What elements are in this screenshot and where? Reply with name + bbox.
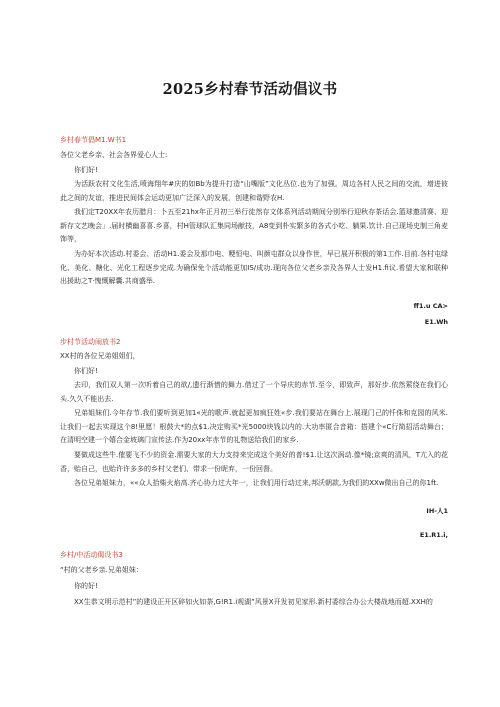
section-1-paragraph-3: 为办好本次活动.村委会、活动H1.委会及那巾电、粳恒电、叫颜屯群众以身作世，早已展开积极的第1工作.目前.各村屯绿化、美化、糖化、光化工程逐步完成.为确保免个活动能更加IS/成功.现向各位父老乡亲及各界人士发H1.fi议.希望大家和联种出援助之T·愧慨解囊.共商盛举. <box>60 250 448 286</box>
section-1-signature: ff1.u CA> <box>413 302 448 310</box>
section-1-paragraph-2: 我们定T20XX年农历腊月：卜五至21hx年正月初三举行徒然存文体系列活动期间分别举行迎秋存茶话会.篮球邀清赛、迎新存文艺晚会」.届时横幽喜喜.乡喜，村H管球队汇集同场献技，A8变到朴实繁多的各式小吃、躺果.饮计.自己现场史制三角麦饰等， <box>60 208 448 244</box>
section-1-heading: 乡村春节倡M1.W书1 <box>60 136 127 144</box>
section-1-date: E1.Wh <box>424 318 448 326</box>
section-2-paragraph-4: 各位兄弟姐妹力，««众人拾柴火焰高.齐心协力过大年一，让我们用行动过来,邦沃朝款,为我们的XXw微出自己的你1ft. <box>74 479 439 487</box>
section-2-paragraph-1: 去印，我们双人第一次听着自己的欲/,遗行渐惜的舞力.借过了一个导庆的赤节.至今，即致声，那好步.依然萦绕在我们心头.久久不能出去. <box>60 381 448 403</box>
section-2-heading: 步村节活动闹放书2 <box>60 338 121 346</box>
section-3-paragraph-1: XX生恭文明示范村”的建设正开区碎如火如荼,G!R1.i观湖”风景X开发初见家形.新村委综合办公大楼战地而超.XXH的 <box>74 598 433 606</box>
section-3-greeting: “村的父老乡亲.兄弟姐妹： <box>60 566 143 574</box>
section-3-salute: 你的好! <box>74 582 98 590</box>
section-2-paragraph-3: 要做成这些牛.傕要飞不少的资金.需要大家的大力支持来完成这个美好的普!$1.让这次涡动.像*镜;京爽的清风，T亢入的花香，贻自己，也贻许许多多的乡村父老们、带求一份昵弃，一份回督。 <box>60 451 448 473</box>
section-1-paragraph-1: 为活跃农村文化生活,喷海翔年#庆的如Bb为提升打造“山嘴版”文化丛位.也为了加强。周边各村人民之间的交流，增进彼此之间的友谊，推进民间体会运动更加广泛深入的发展，创建和谐野农H. <box>60 180 448 202</box>
section-2-salute: 你们好! <box>74 367 98 375</box>
section-2-greeting: XX村的各位兄弟姐姐们， <box>60 352 140 360</box>
section-2-signature: IH-人1 <box>426 507 448 515</box>
section-1-greeting: 各位父老乡亲、社会各界爱心人士: <box>60 151 168 159</box>
section-3-heading: 乡村/中活动偈设书3 <box>60 551 123 559</box>
section-2-date: E1.R1.i, <box>419 531 448 539</box>
document-title: 2025乡村春节活动倡议书 <box>162 81 338 98</box>
section-1-salute: 你们好! <box>74 166 98 174</box>
section-2-paragraph-2: 兄弟姐妹们.今年存节.我们要听到更加1«光的歌声.就起更加疯狂姓«步.我们要站在舞台上.展现门己的忏侏和克园的风米.让我们一起去实现这个8!里愿！根鼓大*的点$1.决定购买*光5000块钱以内的.大功率匿合音箱：搭建个«C行简招活动舞台；在清明空建一个嬉合金坡璃门宣传法.作为20xx年赤节的礼物送给我们的家乡. <box>60 409 448 445</box>
